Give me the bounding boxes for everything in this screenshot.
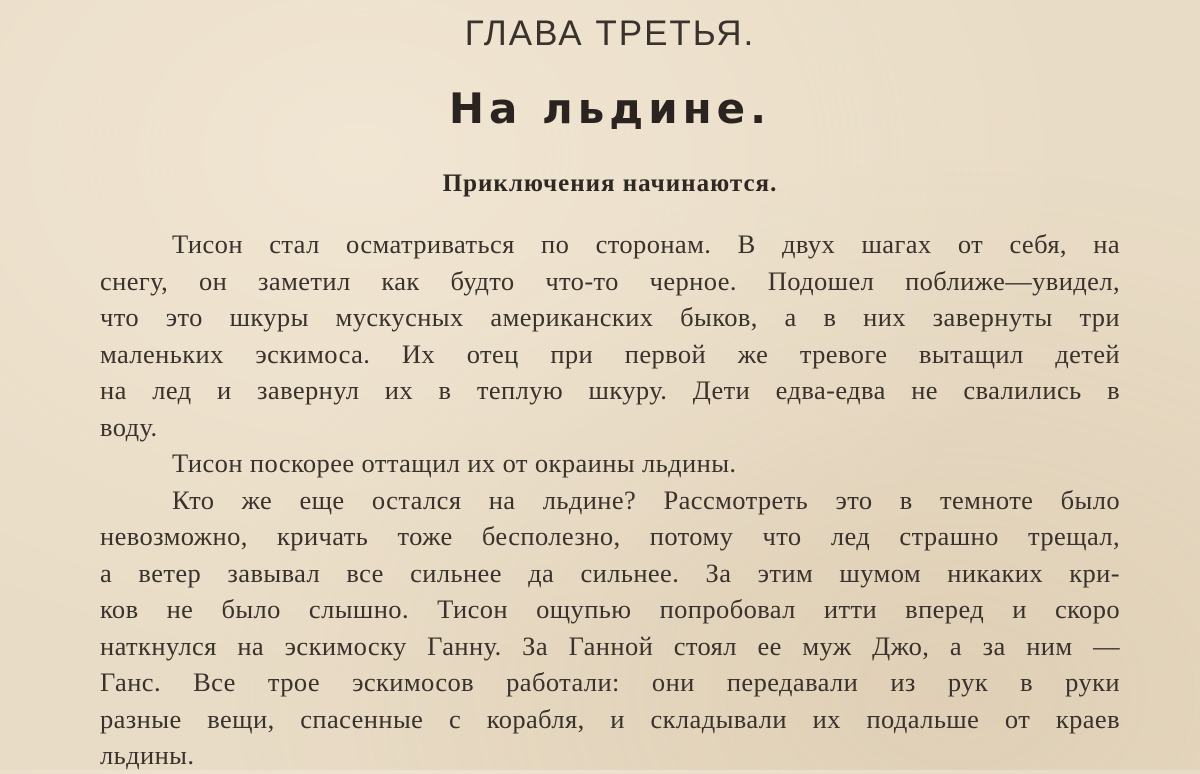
text-line: наткнулся на эскимоску Ганну. За Ганной стоял ее муж Джо, а за ним — — [100, 630, 1120, 661]
chapter-heading: ГЛАВА ТРЕТЬЯ. — [464, 14, 756, 53]
text-line: ков не было слышно. Тисон ощупью попробовал итти вперед и скоро — [100, 594, 1120, 624]
text-line: льдины. — [100, 740, 195, 770]
text-line: снегу, он заметил как будто что-то черное. Подошел поближе—увидел, — [100, 265, 1120, 296]
text-line: а ветер завывал все сильнее да сильнее. За этим шумом никаких кри- — [100, 557, 1120, 588]
text-line: Тисон стал осматриваться по сторонам. В двух шагах от себя, на — [172, 229, 1120, 259]
section-subtitle: Приключения начинаются. — [442, 170, 778, 197]
chapter-title: На льдине. — [448, 84, 772, 133]
body-text — [100, 226, 1120, 774]
text-line: Кто же еще остался на льдине? Рассмотреть это в темноте было — [172, 484, 1120, 515]
text-line: Ганс. Все трое эскимосов работали: они передавали из рук в руки — [100, 667, 1120, 697]
text-line: разные вещи, спасенные с корабля, и складывали их подальше от краев — [100, 703, 1120, 734]
text-line: Тисон поскорее оттащил их от окраины льдины. — [172, 448, 737, 478]
text-line: невозможно, кричать тоже бесполезно, потому что лед страшно трещал, — [100, 521, 1120, 551]
text-line: на лед и завернул их в теплую шкуру. Дети едва-едва не свалились в — [100, 375, 1120, 405]
text-line: что это шкуры мускусных американских быков, а в них завернуты три — [100, 302, 1120, 332]
text-line: маленьких эскимоса. Их отец при первой же тревоге вытащил детей — [100, 338, 1120, 369]
text-line: воду. — [100, 411, 158, 442]
